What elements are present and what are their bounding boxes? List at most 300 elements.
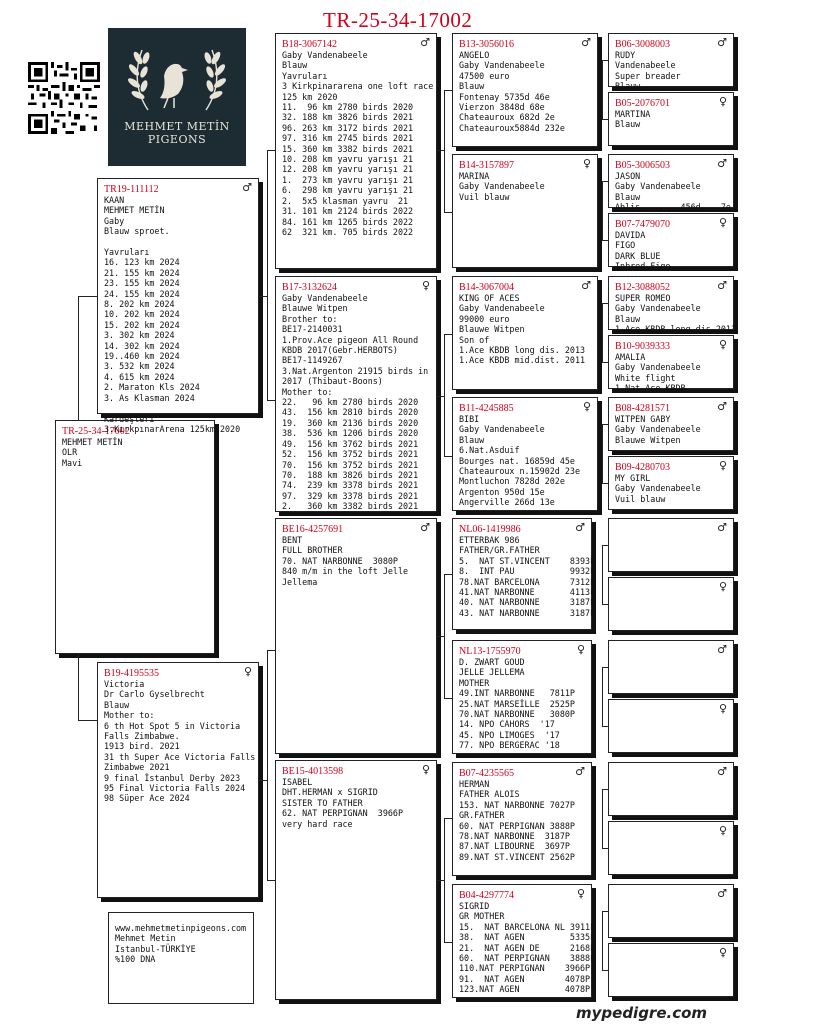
bird-detail-line: MOTHER bbox=[459, 677, 490, 688]
bird-detail-line: 98 Süper Ace 2024 bbox=[104, 793, 190, 804]
bird-detail-line: 15. 202 km 2024 bbox=[104, 319, 180, 330]
bird-detail-line: 2017 (Thibaut-Boons) bbox=[282, 376, 383, 387]
bird-card-subject[interactable] bbox=[55, 420, 215, 654]
connector-line bbox=[602, 970, 608, 971]
ring-number: B13-3056016 bbox=[459, 39, 514, 50]
male-symbol-icon: ♂ bbox=[581, 36, 591, 49]
bird-detail-line: KBDB 2017(Gebr.HERBOTS) bbox=[282, 345, 398, 356]
bird-detail-line: BENT bbox=[282, 535, 303, 545]
bird-detail-line: 87.NAT LIBOURNE 3697P bbox=[459, 841, 570, 852]
connector-line bbox=[602, 789, 608, 790]
bird-detail-line: Brother to: bbox=[282, 313, 338, 324]
bird-detail-line: 110.NAT PERPIGNAN 3966P bbox=[459, 963, 591, 974]
connector-line bbox=[444, 698, 452, 699]
bird-detail-line: 49.INT NARBONNE 7811P bbox=[459, 688, 575, 699]
qr-code bbox=[28, 62, 100, 134]
bird-detail-line: ANGELO bbox=[459, 50, 490, 60]
bird-detail-line: Mother to: bbox=[282, 386, 333, 397]
bird-detail-line: Son of bbox=[459, 334, 490, 345]
connector-line bbox=[437, 880, 444, 881]
bird-detail-line: 70.NAT NARBONNE 3080P bbox=[459, 709, 575, 720]
bird-detail-line: Super breader bbox=[615, 70, 681, 81]
bird-detail-line: MARTINA bbox=[615, 109, 651, 119]
bird-card-g1[interactable] bbox=[608, 33, 734, 92]
female-symbol-icon: ♀ bbox=[582, 400, 591, 413]
bird-detail-line: 14. 302 km 2024 bbox=[104, 340, 180, 351]
bird-detail-line: BE17-1149267 bbox=[282, 355, 343, 366]
bird-detail-line: 8. 202 km 2024 bbox=[104, 299, 175, 310]
bird-detail-line: 97. 316 km 2745 birds 2021 bbox=[282, 133, 414, 144]
bird-detail-line: 840 m/m in the loft Jelle bbox=[282, 566, 409, 577]
connector-line bbox=[602, 362, 608, 363]
male-symbol-icon: ♂ bbox=[581, 279, 591, 292]
bird-detail-line: 91. NAT AGEN 4078P bbox=[459, 973, 591, 984]
bird-detail-line: Gaby Vandenabeele bbox=[459, 303, 545, 314]
bird-detail-line: Gaby Vandenabeele bbox=[615, 181, 701, 192]
female-symbol-icon: ♀ bbox=[718, 338, 727, 351]
loft-logo bbox=[108, 28, 246, 166]
bird-detail-line: Gaby Vandenabeele bbox=[615, 362, 701, 373]
bird-detail-line: 6.Nat.Asduif bbox=[459, 445, 520, 456]
connector-line bbox=[78, 720, 97, 721]
connector-line bbox=[602, 303, 608, 304]
male-symbol-icon: ♂ bbox=[575, 765, 585, 778]
ring-number: B12-3088052 bbox=[615, 282, 670, 293]
connector-line bbox=[437, 150, 444, 151]
bird-detail-line: Mavi bbox=[62, 457, 83, 468]
bird-detail-line bbox=[104, 237, 252, 247]
bird-detail-line: 3. 302 km 2024 bbox=[104, 330, 175, 341]
connector-line bbox=[267, 650, 268, 880]
bird-detail-line: KING OF ACES bbox=[459, 293, 520, 303]
connector-line bbox=[602, 119, 608, 120]
bird-detail-line: RUDY bbox=[615, 50, 636, 60]
ring-number: B07-7479070 bbox=[615, 219, 670, 230]
ring-number: B07-4235565 bbox=[459, 768, 514, 779]
bird-detail-line: 12. 208 km yavru yarışı 21 bbox=[282, 164, 414, 175]
bird-detail-line: 74. 239 km 3378 birds 2021 bbox=[282, 480, 419, 491]
bird-detail-line: 3 Kirkpinararena one loft race bbox=[282, 81, 434, 92]
pedigree-title: TR-25-34-17002 bbox=[323, 8, 473, 32]
bird-detail-line: 19. 360 km 2136 birds 2020 bbox=[282, 417, 419, 428]
bird-detail-line: Inbred Figo bbox=[615, 261, 671, 272]
connector-line bbox=[267, 880, 275, 881]
bird-card-dsd[interactable] bbox=[452, 640, 592, 754]
bird-detail-line: SIGRID bbox=[459, 901, 490, 911]
bird-detail-line: AMALIA bbox=[615, 352, 646, 362]
bird-card-dam[interactable] bbox=[97, 662, 259, 898]
connector-line bbox=[437, 396, 444, 397]
bird-detail-line: Jellema bbox=[282, 576, 318, 587]
owner-name: Mehmet Metin bbox=[115, 933, 176, 944]
bird-detail-line: Montluchon 7828d 202e bbox=[459, 476, 565, 487]
bird-detail-line: Argenton 950d 15e bbox=[459, 486, 545, 497]
bird-card-g3[interactable] bbox=[608, 154, 734, 213]
male-symbol-icon: ♂ bbox=[717, 279, 727, 292]
connector-line bbox=[267, 400, 275, 401]
bird-card-dss[interactable] bbox=[452, 518, 596, 630]
ring-number: NL06-1419986 bbox=[459, 524, 521, 535]
bird-detail-line: Mother to: bbox=[104, 710, 155, 721]
bird-detail-line: 77. NPO BERGERAC '18 bbox=[459, 740, 560, 751]
bird-card-sdd[interactable] bbox=[452, 397, 598, 511]
bird-detail-line: FATHER ALOIS bbox=[459, 789, 520, 800]
bird-detail-line: 70. 188 km 3826 birds 2021 bbox=[282, 469, 419, 480]
bird-detail-line: Victoria bbox=[104, 679, 145, 689]
connector-line bbox=[444, 818, 445, 942]
bird-detail-line: GR.FATHER bbox=[459, 810, 505, 821]
bird-detail-line: 70. 156 km 3752 birds 2021 bbox=[282, 459, 419, 470]
bird-detail-line: 2. 5x5 klasman yavru 21 bbox=[282, 195, 409, 206]
bird-detail-line: SISTER TO FATHER bbox=[282, 797, 363, 808]
ring-number: B06-3008003 bbox=[615, 39, 670, 50]
bird-detail-line: Blauw bbox=[459, 81, 485, 92]
empty-bird-card[interactable] bbox=[608, 699, 734, 753]
location-text: Istanbul-TÜRKİYE bbox=[115, 943, 196, 954]
connector-line bbox=[602, 60, 608, 61]
bird-detail-line: 8. INT PAU 9932P bbox=[459, 566, 596, 577]
female-symbol-icon: ♀ bbox=[718, 580, 727, 593]
bird-card-dds[interactable] bbox=[452, 762, 592, 876]
bird-detail-line: DARK BLUE bbox=[615, 250, 661, 261]
bird-card-dd[interactable] bbox=[275, 760, 437, 1000]
bird-detail-line: 2. 360 km 3382 birds 2021 bbox=[282, 501, 419, 512]
connector-line bbox=[444, 456, 452, 457]
bird-detail-line: 1.Nat.Ace KBDB bbox=[615, 383, 686, 394]
connector-line bbox=[602, 483, 608, 484]
connector-line bbox=[602, 667, 603, 726]
bird-card-ds[interactable] bbox=[275, 518, 437, 754]
bird-detail-line: BIBI bbox=[459, 414, 480, 424]
dna-text: %100 DNA bbox=[115, 954, 156, 965]
bird-detail-line: Vandenabeele bbox=[615, 60, 676, 71]
connector-line bbox=[602, 303, 603, 362]
bird-detail-line: 62. NAT PERPIGNAN 3966P bbox=[282, 808, 404, 819]
ring-number: B08-4281571 bbox=[615, 403, 670, 414]
bird-card-ddd[interactable] bbox=[452, 884, 596, 998]
logo-name: MEHMET METİN bbox=[124, 120, 230, 133]
connector-line bbox=[267, 150, 275, 151]
male-symbol-icon: ♂ bbox=[717, 643, 727, 656]
bird-detail-line: Gaby Vandenabeele bbox=[615, 483, 701, 494]
bird-card-ss[interactable] bbox=[275, 33, 437, 269]
bird-card-sd[interactable] bbox=[275, 276, 437, 512]
bird-detail-line: 22. 96 km 2780 birds 2020 bbox=[282, 397, 419, 408]
connector-line bbox=[78, 654, 79, 720]
bird-detail-line: 84. 161 km 1265 birds 2022 bbox=[282, 216, 414, 227]
male-symbol-icon: ♂ bbox=[717, 36, 727, 49]
bird-detail-line: 45. NPO LIMOGES '17 bbox=[459, 729, 560, 740]
bird-detail-line: 1.Ace KBDB long dis.2013 bbox=[615, 324, 737, 335]
bird-detail-line: Fontenay 5735d 46e bbox=[459, 91, 550, 102]
bird-detail-line: 38. NAT AGEN 5335P bbox=[459, 932, 596, 943]
female-symbol-icon: ♀ bbox=[718, 946, 727, 959]
ring-number: B10-9039333 bbox=[615, 341, 670, 352]
bird-detail-line: MY GIRL bbox=[615, 473, 651, 483]
bird-detail-line: HERMAN bbox=[459, 779, 490, 789]
bird-detail-line: 97. 329 km 3378 birds 2021 bbox=[282, 490, 419, 501]
empty-bird-card[interactable] bbox=[608, 640, 734, 694]
bird-detail-line: Gaby Vandenabeele bbox=[282, 293, 368, 303]
bird-detail-line: 6. 298 km yavru yarışı 21 bbox=[282, 185, 414, 196]
bird-detail-line: 1. 273 km yavru yarışı 21 bbox=[282, 174, 414, 185]
empty-bird-card[interactable] bbox=[608, 943, 734, 997]
connector-line bbox=[602, 181, 603, 240]
bird-detail-line bbox=[104, 403, 252, 413]
empty-bird-card[interactable] bbox=[608, 577, 734, 631]
female-symbol-icon: ♀ bbox=[421, 279, 430, 292]
male-symbol-icon: ♂ bbox=[717, 157, 727, 170]
bird-detail-line: 3.KırkpınarArena 125km 2020 bbox=[104, 423, 241, 434]
male-symbol-icon: ♂ bbox=[575, 521, 585, 534]
bird-detail-line: Blauw bbox=[459, 434, 485, 445]
bird-detail-line: Bourges nat. 16859d 45e bbox=[459, 455, 575, 466]
bird-detail-line: Chateauroux5884d 232e bbox=[459, 122, 565, 133]
female-symbol-icon: ♀ bbox=[576, 887, 585, 900]
bird-detail-line: DAVIDA bbox=[615, 230, 646, 240]
empty-bird-card[interactable] bbox=[608, 821, 734, 875]
bird-card-g2[interactable] bbox=[608, 92, 734, 146]
bird-detail-line: 19..460 km 2024 bbox=[104, 351, 180, 362]
bird-detail-line: 14. NPO CAHORS '17 bbox=[459, 719, 555, 730]
bird-detail-line: 15. 360 km 3382 birds 2021 bbox=[282, 143, 414, 154]
bird-detail-line: Blauw bbox=[615, 81, 641, 92]
bird-detail-line: 78.NAT NARBONNE 3187P bbox=[459, 831, 570, 842]
bird-detail-line: 78.NAT BARCELONA 7312P bbox=[459, 576, 596, 587]
connector-line bbox=[437, 636, 444, 637]
connector-line bbox=[444, 574, 445, 698]
connector-line bbox=[602, 545, 608, 546]
bird-detail-line: OLR bbox=[62, 447, 78, 458]
bird-detail-line: Blauw bbox=[615, 119, 641, 130]
bird-detail-line: ISABEL bbox=[282, 777, 313, 787]
bird-card-g7[interactable] bbox=[608, 397, 734, 451]
bird-detail-line: MEHMET METİN bbox=[104, 205, 165, 216]
bird-detail-line: 11. 96 km 2780 birds 2020 bbox=[282, 102, 414, 113]
bird-detail-line: 32. 188 km 3826 birds 2021 bbox=[282, 112, 414, 123]
connector-line bbox=[602, 848, 608, 849]
bird-detail-line: Angerville 266d 13e bbox=[459, 497, 555, 508]
bird-detail-line: Gaby Vandenabeele bbox=[615, 303, 701, 314]
connector-line bbox=[444, 334, 445, 456]
bird-detail-line: Falls Zimbabwe. bbox=[104, 731, 180, 742]
bird-detail-line: Vuil blauw bbox=[459, 191, 510, 202]
female-symbol-icon: ♀ bbox=[718, 702, 727, 715]
bird-detail-line: JELLE JELLEMA bbox=[459, 667, 525, 678]
connector-line bbox=[78, 296, 97, 297]
bird-detail-line: D. ZWART GOUD bbox=[459, 657, 525, 667]
bird-detail-line: 21. NAT AGEN DE 2168P bbox=[459, 942, 596, 953]
bird-detail-line: Blauw bbox=[104, 699, 130, 710]
bird-card-sds[interactable] bbox=[452, 276, 598, 390]
ring-number: TR-25-34-17002 bbox=[62, 426, 130, 437]
bird-detail-line: Chateauroux 682d 2e bbox=[459, 112, 555, 123]
bird-detail-line: 31 th Super Ace Victoria Falls bbox=[104, 751, 256, 762]
bird-detail-line: MARINA bbox=[459, 171, 490, 181]
female-symbol-icon: ♀ bbox=[243, 665, 252, 678]
contact-box bbox=[108, 912, 254, 1004]
male-symbol-icon: ♂ bbox=[717, 765, 727, 778]
bird-detail-line: 49. 156 km 3762 birds 2021 bbox=[282, 438, 419, 449]
connector-line bbox=[602, 424, 608, 425]
bird-detail-line: 3.Nat.Argenton 21915 birds in bbox=[282, 365, 429, 376]
bird-detail-line: 31. 101 km 2124 birds 2022 bbox=[282, 206, 414, 217]
bird-detail-line: 40. NAT NARBONNE 3187P bbox=[459, 597, 596, 608]
bird-detail-line: FIGO bbox=[615, 240, 636, 251]
bird-detail-line: 52. 156 km 3752 birds 2021 bbox=[282, 449, 419, 460]
connector-line bbox=[602, 545, 603, 604]
bird-detail-line: 5. NAT ST.VINCENT 8393P bbox=[459, 555, 596, 566]
male-symbol-icon: ♂ bbox=[242, 181, 252, 194]
connector-line bbox=[602, 667, 608, 668]
bird-detail-line: White flight bbox=[615, 372, 676, 383]
ring-number: NL13-1755970 bbox=[459, 646, 521, 657]
bird-detail-line: 70. NAT NARBONNE 3080P bbox=[282, 555, 398, 566]
bird-detail-line: Dr Carlo Gyselbrecht bbox=[104, 689, 205, 700]
bird-detail-line: 25.NAT MARSEİLLE 2525P bbox=[459, 698, 575, 709]
ring-number: B18-3067142 bbox=[282, 39, 337, 50]
connector-line bbox=[602, 240, 608, 241]
bird-detail-line: FATHER/GR.FATHER bbox=[459, 545, 540, 556]
bird-detail-line: WITPEN GABY bbox=[615, 414, 671, 424]
bird-detail-line: JASON bbox=[615, 171, 641, 181]
bird-card-g4[interactable] bbox=[608, 213, 734, 272]
bird-detail-line: 1.Prov.Ace pigeon All Round bbox=[282, 334, 419, 345]
bird-detail-line: Blauwe Witpen bbox=[282, 303, 348, 314]
bird-detail-line: Yavruları bbox=[104, 247, 150, 258]
bird-detail-line: 153. NAT NARBONNE 7027P bbox=[459, 799, 575, 810]
bird-detail-line: 41.NAT NARBONNE 4113P bbox=[459, 587, 596, 598]
bird-detail-line: Gaby Vandenabeele bbox=[615, 424, 701, 435]
bird-detail-line: Blauwe Witpen bbox=[459, 324, 525, 335]
pigeon-wreath-icon bbox=[108, 28, 246, 120]
bird-detail-line: 96. 263 km 3172 birds 2021 bbox=[282, 122, 414, 133]
bird-detail-line: Zimbabwe 2021 bbox=[104, 762, 170, 773]
bird-detail-line: 1.Ace KBDB long dis. 2013 bbox=[459, 345, 586, 356]
bird-detail-line: 1.Ace KBDB mid.dist. 2011 bbox=[459, 355, 586, 366]
bird-detail-line: Blauw bbox=[615, 313, 641, 324]
connector-line bbox=[267, 650, 275, 651]
ring-number: TR19-111112 bbox=[104, 184, 159, 195]
bird-detail-line: Vierzon 3848d 68e bbox=[459, 102, 545, 113]
connector-line bbox=[78, 296, 79, 420]
website-text: www.mehmetmetinpigeons.com bbox=[115, 923, 247, 933]
bird-detail-line: Chateauroux n.15902d 23e bbox=[459, 466, 581, 477]
bird-detail-line: Gaby bbox=[104, 215, 125, 226]
bird-detail-line: Gaby Vandenabeele bbox=[459, 424, 545, 435]
bird-detail-line: Blauw bbox=[282, 60, 308, 71]
ring-number: B05-3006503 bbox=[615, 160, 670, 171]
connector-line bbox=[259, 296, 267, 297]
bird-detail-line: 125 km 2020 bbox=[282, 91, 338, 102]
bird-detail-line: ETTERBAK 986 bbox=[459, 535, 520, 545]
ring-number: B04-4297774 bbox=[459, 890, 514, 901]
ring-number: B14-3157897 bbox=[459, 160, 514, 171]
female-symbol-icon: ♀ bbox=[718, 459, 727, 472]
bird-detail-line: Kardeşleri bbox=[104, 413, 155, 424]
connector-line bbox=[602, 60, 603, 119]
connector-line bbox=[602, 181, 608, 182]
bird-detail-line: 123.NAT AGEN 4078P bbox=[459, 984, 591, 995]
bird-detail-line: 10. 202 km 2024 bbox=[104, 309, 180, 320]
connector-line bbox=[602, 911, 608, 912]
ring-number: B05-2076701 bbox=[615, 98, 670, 109]
male-symbol-icon: ♂ bbox=[717, 521, 727, 534]
connector-line bbox=[602, 789, 603, 848]
bird-detail-line: Yavruları bbox=[282, 70, 328, 81]
bird-detail-line: GR MOTHER bbox=[459, 911, 505, 922]
bird-detail-line: 43. NAT NARBONNE 3187P bbox=[459, 607, 596, 618]
female-symbol-icon: ♀ bbox=[576, 643, 585, 656]
ring-number: B11-4245885 bbox=[459, 403, 514, 414]
female-symbol-icon: ♀ bbox=[718, 95, 727, 108]
bird-detail-line: 10. 208 km yavru yarışı 21 bbox=[282, 154, 414, 165]
bird-detail-line: 1913 bird. 2021 bbox=[104, 741, 180, 752]
empty-bird-card[interactable] bbox=[608, 762, 734, 816]
bird-detail-line: 21. 155 km 2024 bbox=[104, 267, 180, 278]
bird-detail-line: BE17-2140031 bbox=[282, 324, 343, 335]
male-symbol-icon: ♂ bbox=[420, 36, 430, 49]
connector-line bbox=[444, 942, 452, 943]
male-symbol-icon: ♂ bbox=[717, 887, 727, 900]
empty-bird-card[interactable] bbox=[608, 518, 734, 572]
ring-number: B09-4280703 bbox=[615, 462, 670, 473]
connector-line bbox=[444, 212, 452, 213]
male-symbol-icon: ♂ bbox=[717, 400, 727, 413]
connector-line bbox=[444, 574, 452, 575]
female-symbol-icon: ♀ bbox=[421, 763, 430, 776]
bird-card-g8[interactable] bbox=[608, 456, 734, 510]
bird-detail-line: 4. 615 km 2024 bbox=[104, 371, 175, 382]
connector-line bbox=[259, 780, 267, 781]
connector-line bbox=[602, 911, 603, 970]
bird-detail-line: 38. 536 km 1206 birds 2020 bbox=[282, 428, 419, 439]
bird-detail-line: Vuil blauw bbox=[615, 493, 666, 504]
bird-detail-line: 16. 123 km 2024 bbox=[104, 257, 180, 268]
bird-detail-line: Blauw sproet. bbox=[104, 226, 170, 237]
bird-detail-line: Blauwe Witpen bbox=[615, 434, 681, 445]
empty-bird-card[interactable] bbox=[608, 884, 734, 938]
bird-detail-line: Ablis 456d 7e bbox=[615, 202, 731, 213]
bird-detail-line: 60. NAT PERPIGNAN 3888P bbox=[459, 820, 575, 831]
male-symbol-icon: ♂ bbox=[420, 521, 430, 534]
bird-detail-line: very hard race bbox=[282, 818, 353, 829]
bird-detail-line: Gaby Vandenabeele bbox=[282, 50, 368, 60]
bird-card-g6[interactable] bbox=[608, 335, 734, 394]
ring-number: B19-4195535 bbox=[104, 668, 159, 679]
bird-detail-line: DHT.HERMAN x SIGRID bbox=[282, 787, 378, 798]
bird-card-g5[interactable] bbox=[608, 276, 737, 335]
bird-card-ssd[interactable] bbox=[452, 154, 598, 268]
bird-detail-line: 60. NAT PERPIGNAN 3888P bbox=[459, 953, 596, 964]
bird-detail-line: 3. 532 km 2024 bbox=[104, 361, 175, 372]
ring-number: BE16-4257691 bbox=[282, 524, 344, 535]
brand-link[interactable]: mypedigre.com bbox=[576, 1004, 708, 1022]
bird-card-sire[interactable] bbox=[97, 178, 259, 434]
bird-detail-line: MEHMET METİN bbox=[62, 437, 123, 447]
bird-detail-line: Blauw bbox=[615, 191, 641, 202]
bird-detail-line: 89.NAT ST.VINCENT 2562P bbox=[459, 851, 575, 862]
bird-card-sss[interactable] bbox=[452, 33, 598, 147]
bird-detail-line: 15. NAT BARCELONA NL 3911P bbox=[459, 921, 596, 932]
female-symbol-icon: ♀ bbox=[718, 216, 727, 229]
female-symbol-icon: ♀ bbox=[582, 157, 591, 170]
bird-detail-line: 2. Maraton Kls 2024 bbox=[104, 382, 200, 393]
female-symbol-icon: ♀ bbox=[718, 824, 727, 837]
bird-detail-line: 99000 euro bbox=[459, 313, 510, 324]
bird-detail-line: 3. As Klasman 2024 bbox=[104, 392, 195, 403]
ring-number: B17-3132624 bbox=[282, 282, 337, 293]
